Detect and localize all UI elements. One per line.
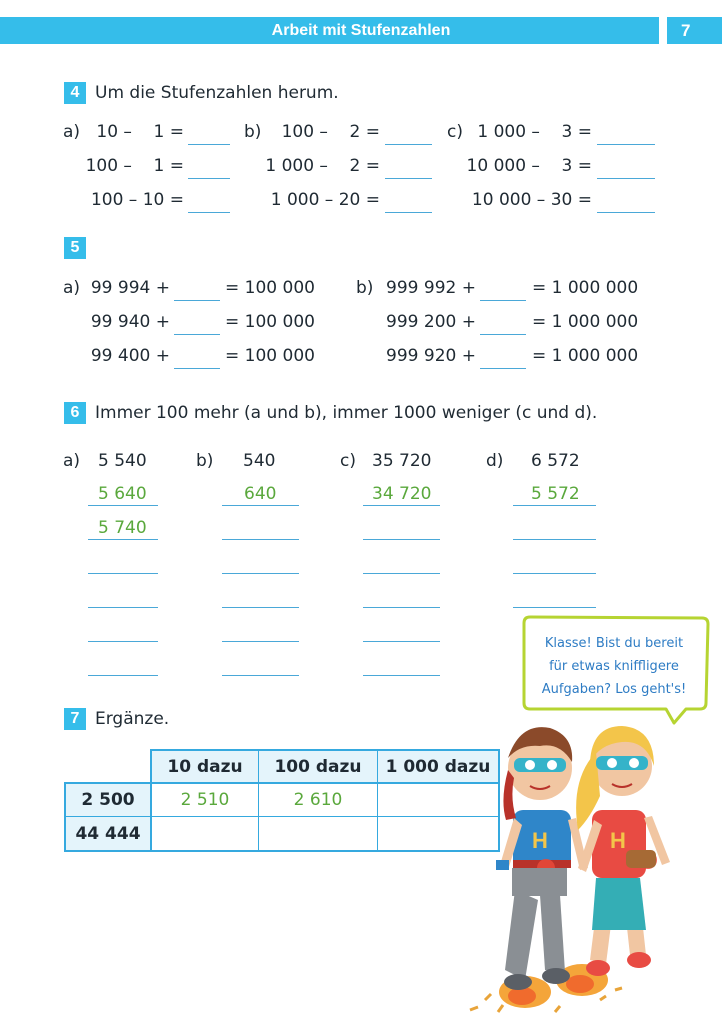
- task-4c-row-1: 1 000 – 3 =: [477, 122, 592, 142]
- task-6c-label: c): [340, 451, 356, 471]
- task-5a-row-3-left: 99 400 +: [90, 346, 170, 366]
- boy-character: [496, 727, 588, 990]
- task-4-instruction: Um die Stufenzahlen herum.: [95, 83, 339, 103]
- page-number: 7: [667, 17, 722, 44]
- answer-blank[interactable]: [385, 144, 432, 145]
- task-5a-row-1-right: = 100 000: [225, 278, 315, 298]
- answer-line[interactable]: [88, 573, 158, 574]
- task-4b-row-2: 1 000 – 2 =: [265, 156, 380, 176]
- task-6b-answer-1: 640: [244, 484, 277, 504]
- answer-line[interactable]: [363, 505, 440, 506]
- task-6c-answer-1: 34 720: [372, 484, 432, 504]
- answer-line[interactable]: [88, 641, 158, 642]
- superhero-kids-illustration: [450, 700, 722, 1020]
- task-4a-row-1: 10 – 1 =: [96, 122, 184, 142]
- answer-line[interactable]: [88, 505, 158, 506]
- answer-line[interactable]: [88, 675, 158, 676]
- task-5a-label: a): [63, 278, 81, 298]
- task-6b-label: b): [196, 451, 214, 471]
- answer-line[interactable]: [222, 573, 299, 574]
- table-cell[interactable]: 2 510: [180, 790, 230, 810]
- table-border: [151, 749, 500, 751]
- task-6d-label: d): [486, 451, 504, 471]
- task-5b-row-2-right: = 1 000 000: [532, 312, 639, 332]
- task-5b-row-3-right: = 1 000 000: [532, 346, 639, 366]
- table-row-label: 44 444: [75, 824, 141, 844]
- task-5b-row-1-left: 999 992 +: [386, 278, 476, 298]
- task-6c-start: 35 720: [372, 451, 432, 471]
- task-5b-row-1-right: = 1 000 000: [532, 278, 639, 298]
- task-4b-row-1: 100 – 2 =: [281, 122, 380, 142]
- speech-bubble-line-1: Klasse! Bist du bereit: [544, 636, 684, 651]
- answer-blank[interactable]: [188, 144, 230, 145]
- answer-line[interactable]: [222, 641, 299, 642]
- answer-line[interactable]: [363, 607, 440, 608]
- answer-line[interactable]: [222, 505, 299, 506]
- task-6a-answer-2: 5 740: [98, 518, 147, 538]
- task-4a-label: a): [63, 122, 81, 142]
- answer-blank[interactable]: [174, 368, 220, 369]
- answer-line[interactable]: [222, 675, 299, 676]
- answer-blank[interactable]: [480, 334, 526, 335]
- task-5-number: 5: [64, 237, 86, 259]
- task-6-number: 6: [64, 402, 86, 424]
- task-5a-row-3-right: = 100 000: [225, 346, 315, 366]
- task-6d-start: 6 572: [531, 451, 580, 471]
- task-4a-row-2: 100 – 1 =: [85, 156, 184, 176]
- table-column-header: 1 000 dazu: [385, 757, 491, 777]
- task-4b-label: b): [244, 122, 262, 142]
- task-4-number: 4: [64, 82, 86, 104]
- girl-character: [576, 726, 670, 976]
- svg-text:H: H: [610, 828, 626, 853]
- answer-line[interactable]: [88, 539, 158, 540]
- task-6b-start: 540: [243, 451, 276, 471]
- answer-line[interactable]: [513, 539, 596, 540]
- task-5a-row-2-right: = 100 000: [225, 312, 315, 332]
- table-cell[interactable]: [259, 824, 377, 844]
- answer-blank[interactable]: [188, 212, 230, 213]
- task-4c-label: c): [447, 122, 463, 142]
- answer-line[interactable]: [513, 505, 596, 506]
- task-7-instruction: Ergänze.: [95, 709, 170, 729]
- table-border: [64, 816, 500, 817]
- answer-line[interactable]: [222, 607, 299, 608]
- answer-blank[interactable]: [188, 178, 230, 179]
- answer-line[interactable]: [363, 573, 440, 574]
- answer-line[interactable]: [363, 641, 440, 642]
- task-5b-label: b): [356, 278, 374, 298]
- table-cell[interactable]: [152, 824, 258, 844]
- answer-line[interactable]: [513, 607, 596, 608]
- answer-blank[interactable]: [385, 178, 432, 179]
- task-5a-row-1-left: 99 994 +: [90, 278, 170, 298]
- answer-blank[interactable]: [597, 178, 655, 179]
- task-6d-answer-1: 5 572: [531, 484, 580, 504]
- task-6a-label: a): [63, 451, 81, 471]
- speech-bubble-line-2: für etwas kniffligere: [549, 659, 679, 674]
- table-row-label: 2 500: [81, 790, 135, 810]
- table-border: [64, 850, 500, 852]
- table-cell[interactable]: 2 610: [293, 790, 343, 810]
- task-4c-row-3: 10 000 – 30 =: [471, 190, 592, 210]
- table-column-header: 10 dazu: [167, 757, 243, 777]
- speech-bubble-line-3: Aufgaben? Los geht's!: [541, 682, 687, 697]
- answer-line[interactable]: [88, 607, 158, 608]
- table-border: [64, 782, 500, 784]
- answer-blank[interactable]: [174, 334, 220, 335]
- answer-blank[interactable]: [480, 368, 526, 369]
- answer-blank[interactable]: [597, 144, 655, 145]
- task-6a-start: 5 540: [98, 451, 147, 471]
- task-5b-row-2-left: 999 200 +: [386, 312, 476, 332]
- answer-line[interactable]: [222, 539, 299, 540]
- task-4a-row-3: 100 – 10 =: [90, 190, 184, 210]
- answer-line[interactable]: [363, 539, 440, 540]
- answer-line[interactable]: [363, 675, 440, 676]
- task-6a-answer-1: 5 640: [98, 484, 147, 504]
- answer-blank[interactable]: [597, 212, 655, 213]
- answer-blank[interactable]: [480, 300, 526, 301]
- answer-blank[interactable]: [174, 300, 220, 301]
- page-title: Arbeit mit Stufenzahlen: [271, 22, 451, 39]
- task-7-number: 7: [64, 708, 86, 730]
- answer-blank[interactable]: [385, 212, 432, 213]
- task-4c-row-2: 10 000 – 3 =: [466, 156, 592, 176]
- task-5b-row-3-left: 999 920 +: [386, 346, 476, 366]
- svg-text:H: H: [532, 828, 548, 853]
- task-4b-row-3: 1 000 – 20 =: [270, 190, 380, 210]
- table-column-header: 100 dazu: [274, 757, 362, 777]
- answer-line[interactable]: [513, 573, 596, 574]
- task-5a-row-2-left: 99 940 +: [90, 312, 170, 332]
- task-6-instruction: Immer 100 mehr (a und b), immer 1000 weniger (c und d).: [95, 403, 598, 423]
